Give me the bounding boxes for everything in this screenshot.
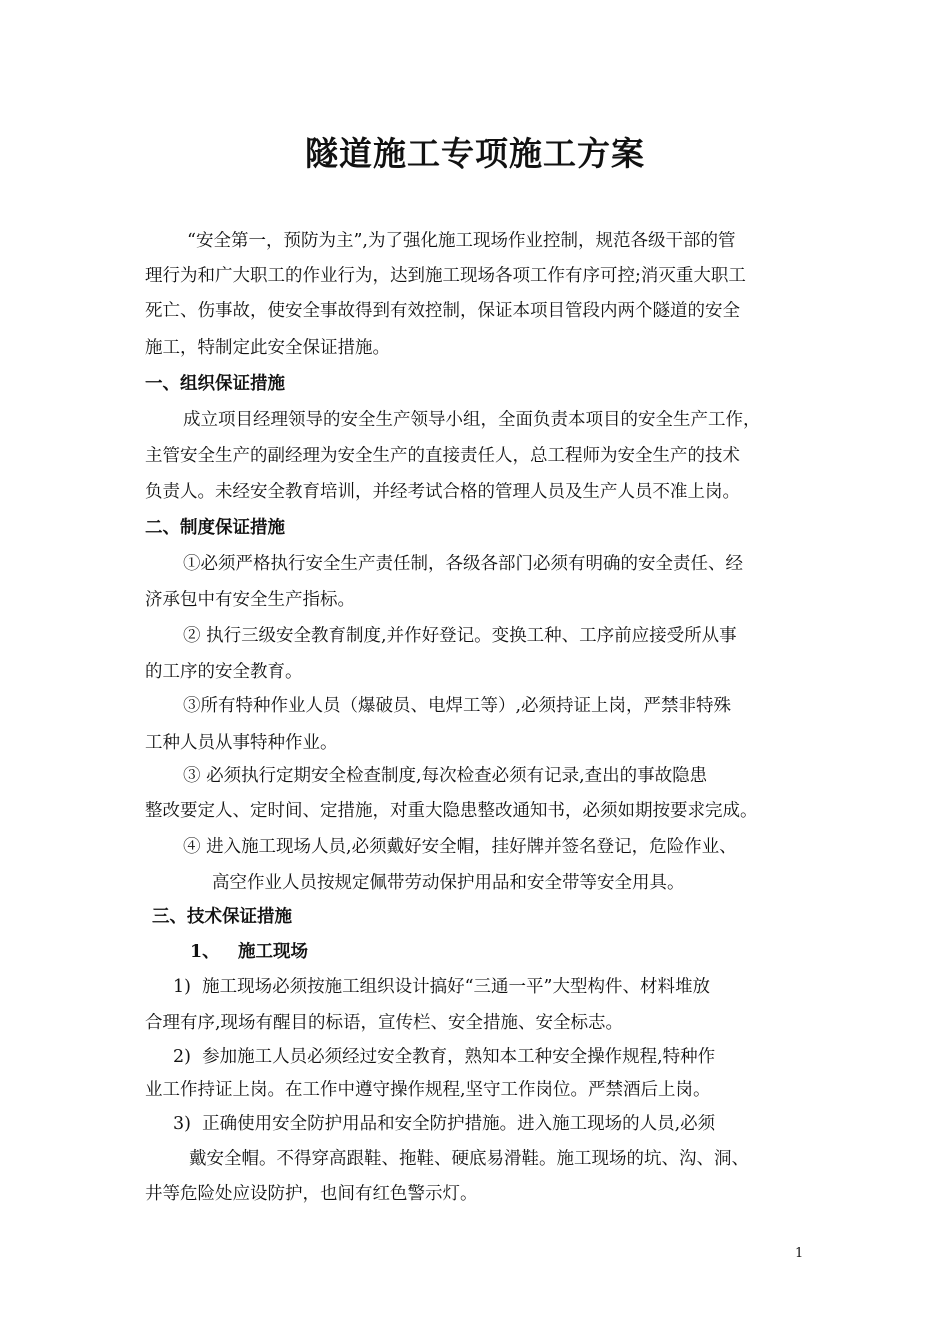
paragraph-line: 死亡、伤事故，使安全事故得到有效控制，保证本项目管段内两个隧道的安全	[145, 301, 740, 321]
paragraph-line: 主管安全生产的副经理为安全生产的直接责任人，总工程师为安全生产的技术	[145, 446, 740, 466]
subsection-heading: 1、 施工现场	[190, 942, 308, 962]
paragraph-line: 高空作业人员按规定佩带劳动保护用品和安全带等安全用具。	[212, 873, 685, 893]
document-title: 隧道施工专项施工方案	[305, 134, 645, 173]
paragraph-line: ② 执行三级安全教育制度,并作好登记。变换工种、工序前应接受所从事	[183, 626, 737, 646]
paragraph-line: ①必须严格执行安全生产责任制，各级各部门必须有明确的安全责任、经	[183, 554, 743, 574]
paragraph-line: 施工，特制定此安全保证措施。	[145, 338, 390, 358]
paragraph-line: 负责人。未经安全教育培训，并经考试合格的管理人员及生产人员不准上岗。	[145, 482, 740, 502]
paragraph-line: ③所有特种作业人员（爆破员、电焊工等）,必须持证上岗，严禁非特殊	[183, 696, 732, 716]
section-heading-3: 三、技术保证措施	[152, 907, 292, 927]
paragraph-line: 的工序的安全教育。	[145, 662, 303, 682]
paragraph-line: 整改要定人、定时间、定措施，对重大隐患整改通知书，必须如期按要求完成。	[145, 801, 758, 821]
paragraph-line: ③ 必须执行定期安全检查制度,每次检查必须有记录,查出的事故隐患	[183, 766, 708, 786]
paragraph-line: 合理有序,现场有醒目的标语，宣传栏、安全措施、安全标志。	[145, 1013, 624, 1033]
page-number: 1	[795, 1246, 804, 1261]
section-heading-1: 一、组织保证措施	[145, 374, 285, 394]
paragraph-line: 3) 正确使用安全防护用品和安全防护措施。进入施工现场的人员,必须	[173, 1114, 716, 1134]
paragraph-line: “安全第一，预防为主”,为了强化施工现场作业控制，规范各级干部的管	[187, 231, 736, 251]
paragraph-line: 济承包中有安全生产指标。	[145, 590, 355, 610]
section-heading-2: 二、制度保证措施	[145, 518, 285, 538]
paragraph-line: 1) 施工现场必须按施工组织设计搞好“三通一平”大型构件、材料堆放	[173, 977, 710, 997]
paragraph-line: 戴安全帽。不得穿高跟鞋、拖鞋、硬底易滑鞋。施工现场的坑、沟、洞、	[189, 1149, 749, 1169]
paragraph-line: 工种人员从事特种作业。	[145, 733, 338, 753]
paragraph-line: 业工作持证上岗。在工作中遵守操作规程,坚守工作岗位。严禁酒后上岗。	[145, 1080, 711, 1100]
paragraph-line: 成立项目经理领导的安全生产领导小组，全面负责本项目的安全生产工作，	[183, 410, 761, 430]
paragraph-line: 理行为和广大职工的作业行为，达到施工现场各项工作有序可控;消灭重大职工	[145, 266, 746, 286]
paragraph-line: 井等危险处应设防护，也间有红色警示灯。	[145, 1184, 478, 1204]
paragraph-line: ④ 进入施工现场人员,必须戴好安全帽，挂好牌并签名登记，危险作业、	[183, 837, 737, 857]
paragraph-line: 2) 参加施工人员必须经过安全教育，熟知本工种安全操作规程,特种作	[173, 1047, 716, 1067]
